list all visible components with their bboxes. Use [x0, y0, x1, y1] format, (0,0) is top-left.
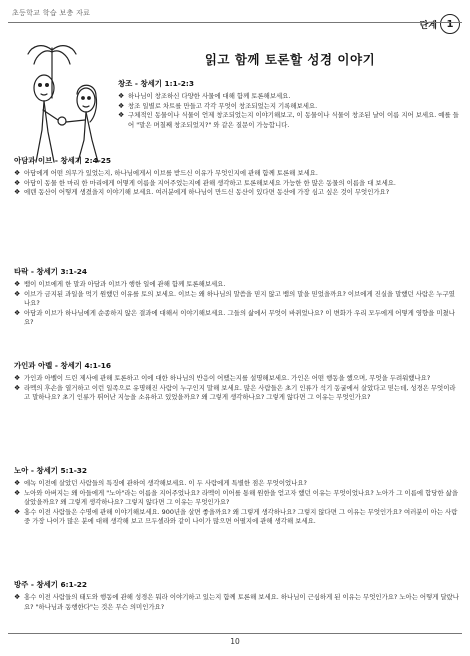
discussion-list	[14, 169, 460, 198]
topic-heading: 방주 - 창세기 6:1-22	[14, 580, 88, 589]
unit-tag	[420, 14, 460, 34]
topic-section	[14, 266, 460, 328]
topic-heading: 가인과 아벨 - 창세기 4:1-16	[14, 361, 112, 370]
list-item-text: 아담이 동물 한 마리 한 마리에게 어떻게 이름을 지어주었는지에 관해 생각하고 토론해보세요 가능한 한 많은 동물의 이름을 대 보세요.	[24, 178, 396, 187]
diamond-bullet-icon: ❖	[14, 169, 21, 177]
diamond-bullet-icon: ❖	[14, 479, 21, 487]
topic-section	[14, 465, 460, 527]
list-item-text: 에녹 이전에 살았던 사람들의 특징에 관하여 생각해보세요. 이 두 사람에게 특별한 점은 무엇이었나요?	[24, 479, 307, 487]
topic-section	[14, 360, 460, 403]
list-item	[14, 188, 460, 198]
list-item-text: 창조 일별로 차트를 만들고 각각 무엇이 창조되었는지 기록해보세요.	[128, 101, 318, 110]
discussion-list	[14, 593, 460, 612]
diamond-bullet-icon: ❖	[14, 507, 21, 516]
discussion-list	[14, 479, 460, 527]
list-item	[14, 508, 460, 527]
header-rule	[8, 22, 462, 23]
diamond-bullet-icon: ❖	[14, 374, 21, 382]
list-item	[118, 102, 460, 112]
list-item	[14, 309, 460, 328]
topic-heading: 노아 - 창세기 5:1-32	[14, 466, 88, 475]
discussion-list	[14, 374, 460, 403]
unit-label: 단계	[419, 20, 437, 31]
list-item	[14, 374, 460, 384]
topic-heading: 창조 - 창세기 1:1-2:3	[118, 79, 195, 88]
diamond-bullet-icon: ❖	[14, 280, 21, 288]
diamond-bullet-icon: ❖	[14, 308, 21, 317]
list-item	[118, 92, 460, 102]
list-item-text: 아담에게 어떤 의무가 있었는지, 하나님에게서 이브를 받드신 이유가 무엇인지에 관해 함께 토론해 보세요.	[24, 169, 318, 177]
list-item	[14, 593, 460, 612]
list-item-text: 이브가 금지된 과일을 먹기 원했던 이유를 토의 보세요. 이브는 왜 하나님의 말씀을 믿지 않고 뱀의 말을 믿었을까요? 이브에게 진실을 말했던 사람은 누구였나요?	[24, 289, 455, 308]
diamond-bullet-icon: ❖	[14, 593, 21, 601]
list-item	[118, 111, 460, 130]
diamond-bullet-icon: ❖	[14, 383, 21, 392]
list-item-text: 노아와 아버지는 왜 아들에게 "노아"라는 이름을 지어주었나요? 라멕이 이어를 통해 원한을 얻고자 했던 이유는 무엇이었나요? 노아가 그 이름에 합당한 삶을 살았을까요? 왜 그렇게 생각하나요? 그렇지 않다면 그 이유는 무엇인가요?	[24, 488, 459, 507]
list-item-text: 에덴 동산이 어떻게 생겼을지 이야기해 보세요. 여러분에게 하나님이 만드신 동산이 있다면 동산에 가장 심고 싶은 것이 무엇인가요?	[24, 188, 390, 197]
diamond-bullet-icon: ❖	[14, 178, 21, 187]
list-item-text: 홍수 이전 사람들은 수명에 관해 이야기해보세요. 900년을 살면 좋을까요? 왜 그렇게 생각하나요? 그렇지 않다면 그 이유는 무엇인가요? 여러분이 아는 사람 중 가장 나이가 많은 분에 대해 생각해 보고 므두셀라와 같이 나이가 많으면 어떨지에 관해 생각해 보세요.	[24, 507, 458, 526]
topic-section	[118, 78, 460, 130]
discussion-list	[118, 92, 460, 130]
diamond-bullet-icon: ❖	[14, 289, 21, 298]
list-item	[14, 280, 460, 290]
list-item-text: 홍수 이전 사람들의 태도와 행동에 관해 성경은 뭐라 이야기하고 있는지 함께 토론해 보세요. 하나님이 근심하게 된 이유는 무엇인가요? 노아는 어떻게 달랐나요? "하나님과 동행한다"는 것은 무슨 의미인가요?	[24, 593, 459, 611]
list-item	[14, 179, 460, 189]
footer-rule	[8, 633, 462, 634]
diamond-bullet-icon: ❖	[14, 188, 21, 197]
discussion-list	[14, 280, 460, 328]
topic-heading: 타락 - 창세기 3:1-24	[14, 267, 88, 276]
list-item-text: 가인과 아벨이 드린 제사에 관해 토론하고 이에 대한 하나님의 반응이 어땠는지를 설명해보세요. 가인은 어떤 행동을 했으며, 무엇을 두려워했나요?	[24, 374, 431, 382]
list-item	[14, 169, 460, 179]
diamond-bullet-icon: ❖	[14, 488, 21, 497]
diamond-bullet-icon: ❖	[118, 101, 125, 110]
list-item	[14, 489, 460, 508]
worksheet-title: 읽고 함께 토론할 성경 이야기	[204, 52, 376, 67]
topic-section	[14, 155, 460, 198]
series-title: 초등학교 학습 보충 자료	[12, 9, 91, 17]
list-item-text: 라멕의 후손을 열거하고 이런 일족으로 유명해진 사람이 누구인지 말해 보세요. 많은 사람들은 초기 인류가 석기 동굴에서 살았다고 믿는데, 성경은 무엇이라고 말하나요? 초기 인류가 뛰어난 지능을 소유하고 있었을까요? 왜 그렇게 생각하나요? 그렇게 않다면 그 이유는 무엇인가요?	[24, 383, 456, 402]
diamond-bullet-icon: ❖	[118, 92, 125, 100]
list-item	[14, 479, 460, 489]
diamond-bullet-icon: ❖	[118, 111, 125, 120]
list-item	[14, 290, 460, 309]
adam-eve-illustration-icon	[14, 38, 114, 166]
list-item	[14, 384, 460, 403]
list-item-text: 뱀이 이브에게 한 말과 아담과 이브가 행한 일에 관해 함께 토론해보세요.	[24, 280, 226, 288]
list-item-text: 하나님이 창조하신 다양한 사물에 대해 함께 토론해보세요.	[128, 92, 291, 100]
topic-section	[14, 579, 460, 612]
list-item-text: 아담과 이브가 하나님에게 순종하지 않은 결과에 대해서 이야기해보세요. 그들의 삶에서 무엇이 바뀌었나요? 이 변화가 우리 모두에게 어떻게 영향을 미쳤나요?	[24, 308, 455, 327]
topic-heading: 아담과 이브 - 창세기 2:4-25	[14, 156, 112, 165]
list-item-text: 구체적인 동물이나 식물이 언제 창조되었는지 이야기해보고, 이 동물이나 식물이 창조된 날이 이름 지어 보세요. 예를 들어 "말은 며칠째 창조되었지?" 와 같은 질문이 가능합니다.	[128, 111, 459, 129]
page-number: 10	[230, 637, 240, 646]
unit-number-badge: 1	[440, 14, 460, 34]
